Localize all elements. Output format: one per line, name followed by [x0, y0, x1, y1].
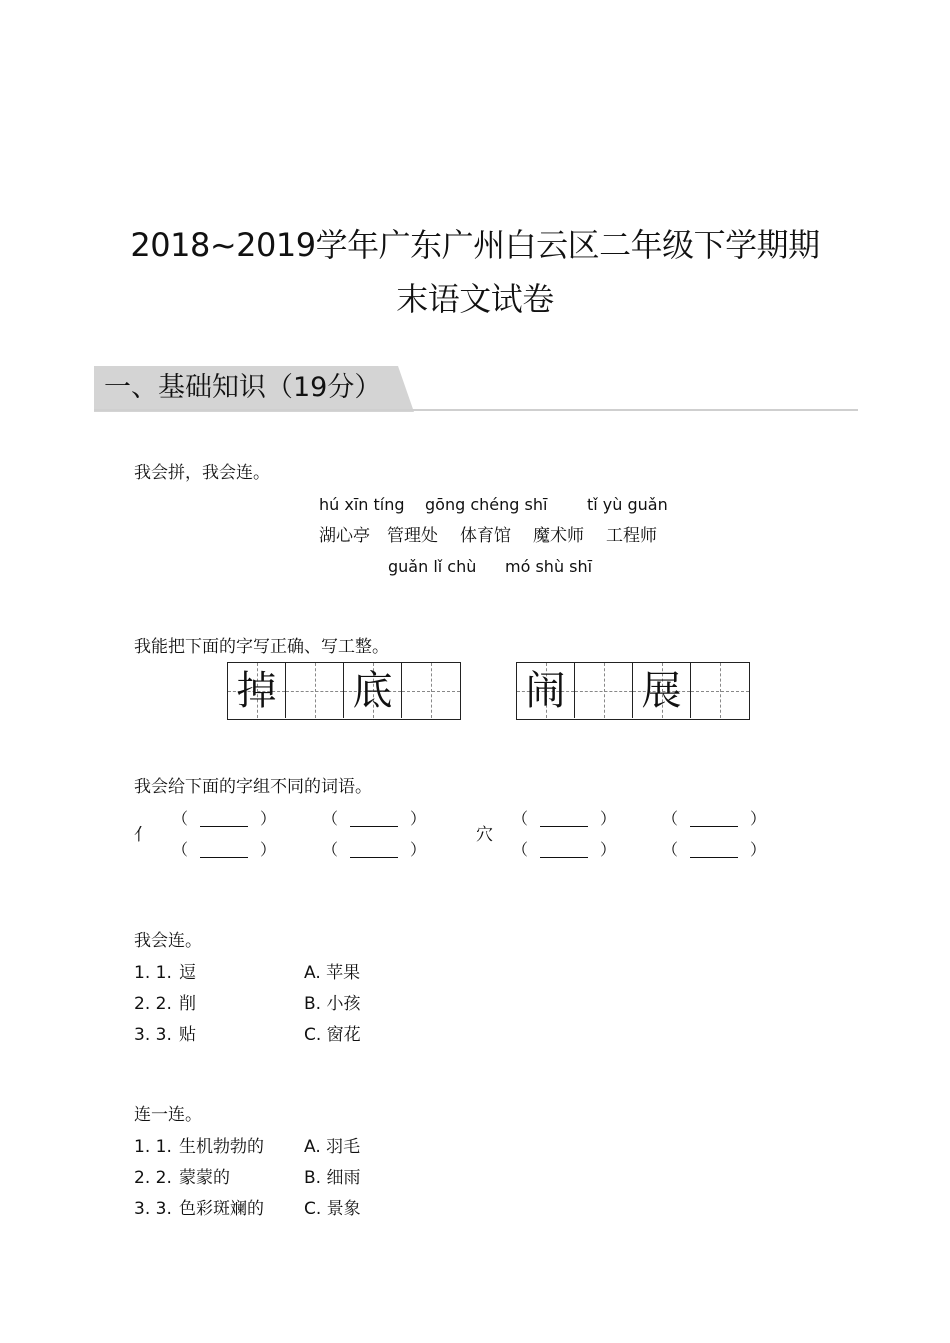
- radical-ren: 亻: [134, 825, 151, 845]
- q1-pinyin-3: tǐ yù guǎn: [587, 495, 668, 514]
- q1-word-1: 湖心亭: [319, 526, 370, 546]
- word-blank[interactable]: （ ）: [322, 809, 427, 828]
- tianzige-cell: [344, 663, 402, 718]
- word-blank[interactable]: （ ）: [662, 809, 767, 828]
- model-character: 展: [641, 667, 682, 714]
- word-blank[interactable]: （ ）: [172, 840, 277, 859]
- radical-xue: 穴: [476, 825, 493, 845]
- q5-item-num: 3. 3.: [134, 1199, 172, 1219]
- tianzige-cell-empty[interactable]: [691, 663, 749, 718]
- q5-item-num: 2. 2.: [134, 1168, 172, 1188]
- section-header-underline: [94, 409, 858, 411]
- word-blank[interactable]: （ ）: [512, 840, 617, 859]
- tianzige-cell-empty[interactable]: [286, 663, 344, 718]
- tianzige-cell-empty[interactable]: [575, 663, 633, 718]
- q4-item-right: C. 窗花: [304, 1025, 361, 1045]
- q1-word-2: 管理处: [387, 526, 438, 546]
- q5-item-left: 生机勃勃的: [179, 1137, 264, 1157]
- q5-item-right: C. 景象: [304, 1199, 361, 1219]
- q2-instruction: 我能把下面的字写正确、写工整。: [134, 637, 389, 657]
- q4-instruction: 我会连。: [134, 931, 202, 951]
- tianzige-cell: [517, 663, 575, 718]
- q4-item-left: 削: [179, 994, 196, 1014]
- q5-item-right: A. 羽毛: [304, 1137, 361, 1157]
- q4-item-left: 贴: [179, 1025, 196, 1045]
- q5-item-num: 1. 1.: [134, 1137, 172, 1157]
- q5-item-left: 蒙蒙的: [179, 1168, 230, 1188]
- tianzige-cell-empty[interactable]: [402, 663, 460, 718]
- tianzige-cell: [633, 663, 691, 718]
- q1-word-4: 魔术师: [533, 526, 584, 546]
- q4-item-num: 2. 2.: [134, 994, 172, 1014]
- q4-item-num: 1. 1.: [134, 963, 172, 983]
- document-title-line1: 2018~2019学年广东广州白云区二年级下学期期: [130, 226, 820, 264]
- model-character: 掉: [236, 667, 277, 714]
- model-character: 闹: [525, 667, 566, 714]
- q4-item-left: 逗: [179, 963, 196, 983]
- word-blank[interactable]: （ ）: [662, 840, 767, 859]
- writing-grid-left: [227, 662, 461, 720]
- word-blank[interactable]: （ ）: [322, 840, 427, 859]
- q1-pinyin-4: guǎn lǐ chù: [388, 557, 477, 576]
- q1-pinyin-2: gōng chéng shī: [425, 495, 548, 514]
- q1-instruction: 我会拼，我会连。: [134, 463, 270, 483]
- tianzige-cell: [228, 663, 286, 718]
- writing-grid-right: [516, 662, 750, 720]
- q1-word-3: 体育馆: [460, 526, 511, 546]
- q5-item-right: B. 细雨: [304, 1168, 361, 1188]
- section-title: 一、基础知识（19分）: [104, 372, 382, 403]
- q1-pinyin-5: mó shù shī: [505, 557, 593, 576]
- q3-instruction: 我会给下面的字组不同的词语。: [134, 777, 372, 797]
- document-title-line2: 末语文试卷: [396, 280, 554, 318]
- q1-word-5: 工程师: [606, 526, 657, 546]
- q1-pinyin-1: hú xīn tíng: [319, 495, 405, 514]
- q4-item-right: A. 苹果: [304, 963, 361, 983]
- model-character: 底: [352, 667, 393, 714]
- word-blank[interactable]: （ ）: [172, 809, 277, 828]
- q5-item-left: 色彩斑斓的: [179, 1199, 264, 1219]
- q5-instruction: 连一连。: [134, 1105, 202, 1125]
- q4-item-right: B. 小孩: [304, 994, 361, 1014]
- word-blank[interactable]: （ ）: [512, 809, 617, 828]
- q4-item-num: 3. 3.: [134, 1025, 172, 1045]
